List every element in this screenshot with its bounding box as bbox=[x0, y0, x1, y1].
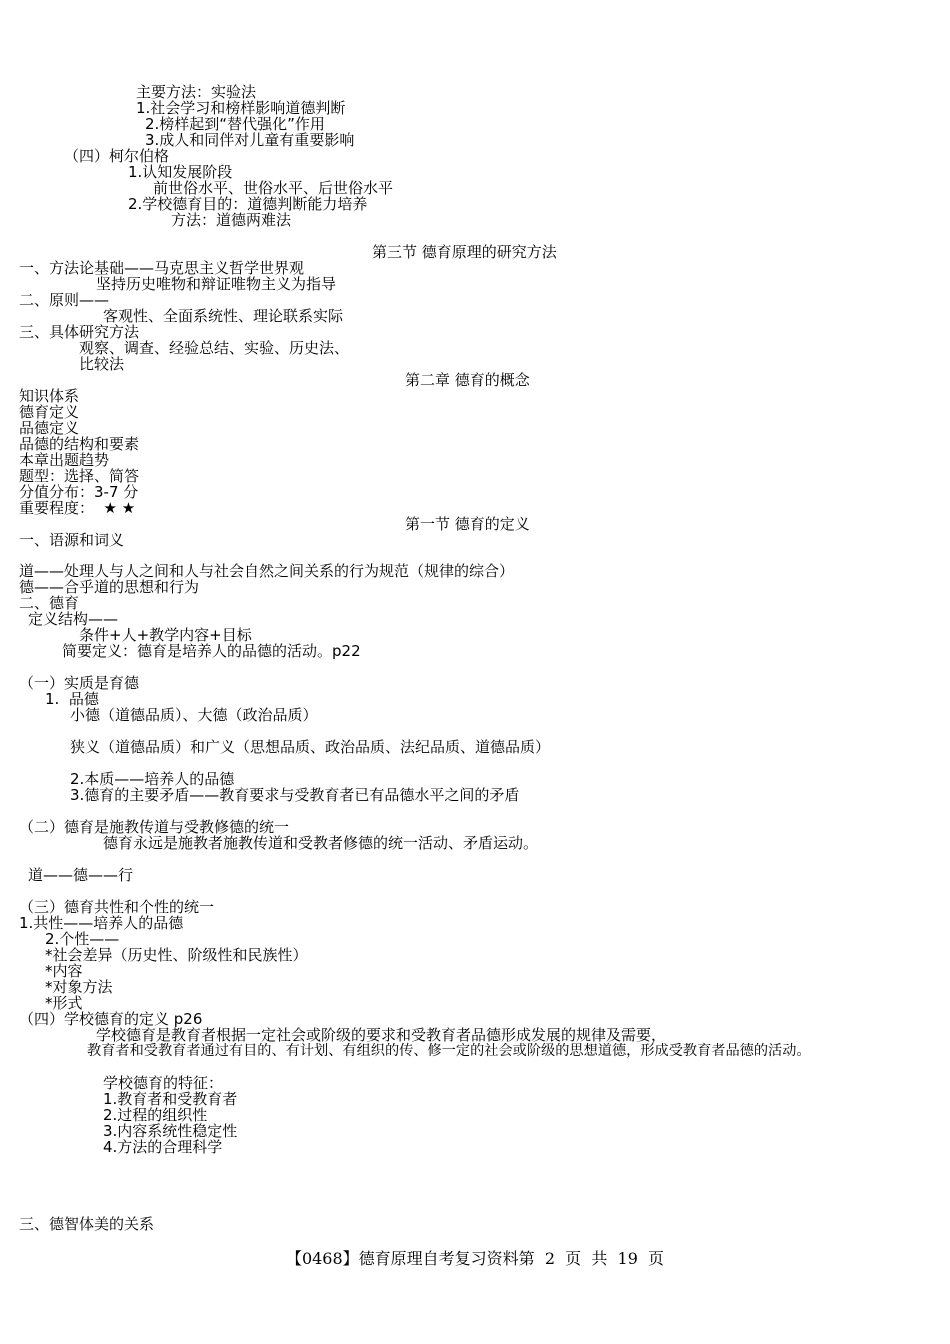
text-line: 3.成人和同伴对儿童有重要影响 bbox=[145, 131, 355, 149]
text-line: 二、原则—— bbox=[19, 291, 110, 309]
text-line: 二、德育 bbox=[19, 594, 80, 612]
text-line: 德——合乎道的思想和行为 bbox=[19, 578, 200, 596]
text-line: 品德的结构和要素 bbox=[19, 435, 140, 453]
text-line: 方法：道德两难法 bbox=[171, 211, 292, 229]
text-line: 小德（道德品质）、大德（政治品质） bbox=[70, 706, 318, 724]
text-line: 一、语源和词义 bbox=[19, 531, 125, 549]
text-line: （四）柯尔伯格 bbox=[64, 147, 170, 165]
text-line: 道——处理人与人之间和人与社会自然之间关系的行为规范（规律的综合） bbox=[19, 562, 515, 580]
text-line: 学校德育的特征： bbox=[103, 1074, 224, 1092]
text-line: 坚持历史唯物和辩证唯物主义为指导 bbox=[96, 275, 337, 293]
text-line: 主要方法：实验法 bbox=[136, 83, 257, 101]
text-line: 德育永远是施教者施教传道和受教者修德的统一活动、矛盾运动。 bbox=[103, 834, 539, 852]
text-line: 本章出题趋势 bbox=[19, 451, 110, 469]
text-line: 1.社会学习和榜样影响道德判断 bbox=[136, 99, 346, 117]
text-line: 三、德智体美的关系 bbox=[19, 1215, 155, 1233]
text-line: 2.本质——培养人的品德 bbox=[70, 770, 235, 788]
text-line: 道——德——行 bbox=[28, 866, 134, 884]
text-line: 3.内容系统性稳定性 bbox=[103, 1122, 238, 1140]
text-line: 2.学校德育目的：道德判断能力培养 bbox=[128, 195, 368, 213]
text-line: 定义结构—— bbox=[28, 610, 119, 628]
text-line: 知识体系 bbox=[19, 387, 80, 405]
text-line: 一、方法论基础——马克思主义哲学世界观 bbox=[19, 259, 305, 277]
text-line: 2.过程的组织性 bbox=[103, 1106, 208, 1124]
text-line: 三、具体研究方法 bbox=[19, 323, 140, 341]
text-line: 品德定义 bbox=[19, 419, 80, 437]
text-line: *对象方法 bbox=[45, 978, 113, 996]
text-line: 1.共性——培养人的品德 bbox=[19, 914, 184, 932]
text-line: *社会差异（历史性、阶级性和民族性） bbox=[45, 946, 308, 964]
text-line: 2.个性—— bbox=[45, 930, 120, 948]
text-line: 教育者和受教育者通过有目的、有计划、有组织的传、修一定的社会或阶级的思想道德，形成受教育者品德的活动。 bbox=[87, 1043, 811, 1059]
chapter-heading: 第二章 德育的概念 bbox=[405, 371, 530, 389]
section-heading: 第一节 德育的定义 bbox=[405, 515, 530, 533]
text-line: *形式 bbox=[45, 994, 83, 1012]
text-line: 观察、调查、经验总结、实验、历史法、 bbox=[79, 339, 350, 357]
text-line: （二）德育是施教传道与受教修德的统一 bbox=[19, 818, 290, 836]
text-line: 前世俗水平、世俗水平、后世俗水平 bbox=[153, 179, 394, 197]
text-line: 比较法 bbox=[79, 355, 125, 373]
text-line: 学校德育是教育者根据一定社会或阶级的要求和受教育者品德形成发展的规律及需要， bbox=[96, 1026, 667, 1044]
text-line: 1. 品德 bbox=[45, 690, 99, 708]
page-footer: 【0468】德育原理自考复习资料第 2 页 共 19 页 bbox=[285, 1249, 665, 1268]
text-line: 1.教育者和受教育者 bbox=[103, 1090, 238, 1108]
text-line: 题型：选择、简答 bbox=[19, 467, 140, 485]
importance-rating: 重要程度： ★ ★ bbox=[19, 499, 136, 517]
text-line: 条件+人+教学内容+目标 bbox=[79, 626, 252, 644]
text-line: （一）实质是育德 bbox=[19, 674, 140, 692]
text-line: 德育定义 bbox=[19, 403, 80, 421]
text-line: 客观性、全面系统性、理论联系实际 bbox=[103, 307, 344, 325]
text-line: 简要定义：德育是培养人的品德的活动。p22 bbox=[62, 642, 361, 660]
text-line: （四）学校德育的定义 p26 bbox=[19, 1010, 203, 1028]
text-line: 分值分布：3-7 分 bbox=[19, 483, 139, 501]
text-line: 狭义（道德品质）和广义（思想品质、政治品质、法纪品质、道德品质） bbox=[70, 738, 551, 756]
text-line: 3.德育的主要矛盾——教育要求与受教育者已有品德水平之间的矛盾 bbox=[70, 786, 520, 804]
text-line: *内容 bbox=[45, 962, 83, 980]
text-line: （三）德育共性和个性的统一 bbox=[19, 898, 215, 916]
text-line: 4.方法的合理科学 bbox=[103, 1138, 223, 1156]
text-line: 2.榜样起到“替代强化”作用 bbox=[145, 115, 325, 133]
text-line: 1.认知发展阶段 bbox=[128, 163, 233, 181]
section-heading: 第三节 德育原理的研究方法 bbox=[372, 243, 557, 261]
